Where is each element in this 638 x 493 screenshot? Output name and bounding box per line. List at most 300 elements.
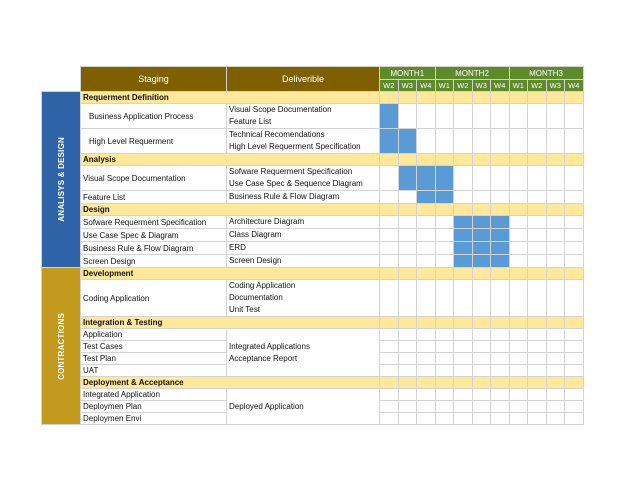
gantt-chart — [41, 66, 584, 425]
week-cell — [565, 104, 584, 129]
week-cell — [398, 216, 417, 229]
week-cell — [417, 229, 436, 242]
task-stage: Test Plan — [81, 353, 227, 365]
side-label-contractions — [42, 268, 81, 425]
task-deliverables — [227, 280, 380, 317]
task-row — [42, 166, 584, 191]
phase-row — [42, 154, 584, 166]
task-stage: Integrated Application — [81, 389, 227, 401]
week-cell — [565, 92, 584, 104]
week-cell — [380, 229, 399, 242]
schedule-bar-cell — [491, 229, 510, 242]
task-row — [42, 329, 584, 341]
phase-row — [42, 92, 584, 104]
week-cell — [546, 341, 565, 353]
week-cell — [565, 329, 584, 341]
deliverable-item: Deployed Application — [229, 401, 304, 411]
task-deliverables — [227, 104, 380, 129]
week-cell — [380, 216, 399, 229]
week-cell — [472, 413, 491, 425]
side-label-text: ANALISYS & DESIGN — [56, 137, 66, 222]
week-cell — [398, 242, 417, 255]
week-cell — [454, 401, 473, 413]
week-cell — [472, 104, 491, 129]
week-cell — [565, 377, 584, 389]
task-row — [42, 229, 584, 242]
week-cell — [454, 204, 473, 216]
task-stage: Coding Application — [81, 280, 227, 317]
week-cell — [491, 92, 510, 104]
week-cell — [509, 216, 528, 229]
week-header: W4 — [491, 80, 510, 92]
week-cell — [472, 365, 491, 377]
week-cell — [435, 401, 454, 413]
week-cell — [472, 401, 491, 413]
week-cell — [491, 377, 510, 389]
task-deliverables — [227, 255, 380, 268]
week-cell — [380, 389, 399, 401]
week-cell — [491, 413, 510, 425]
task-row — [42, 191, 584, 204]
header-blank — [42, 67, 81, 92]
schedule-bar-cell — [491, 216, 510, 229]
task-row — [42, 129, 584, 154]
week-cell — [398, 377, 417, 389]
week-cell — [546, 389, 565, 401]
week-cell — [398, 280, 417, 317]
week-cell — [398, 329, 417, 341]
week-cell — [380, 92, 399, 104]
week-cell — [509, 413, 528, 425]
schedule-bar-cell — [398, 166, 417, 191]
deliverable-item: Architecture Diagram — [229, 217, 305, 226]
week-cell — [454, 104, 473, 129]
week-cell — [528, 280, 547, 317]
week-cell — [491, 280, 510, 317]
week-cell — [546, 166, 565, 191]
week-cell — [528, 216, 547, 229]
deliverable-item: Unit Test — [229, 305, 260, 314]
week-cell — [509, 389, 528, 401]
week-header: W3 — [546, 80, 565, 92]
week-cell — [509, 401, 528, 413]
week-cell — [491, 389, 510, 401]
week-cell — [454, 365, 473, 377]
week-cell — [509, 166, 528, 191]
week-cell — [509, 204, 528, 216]
schedule-bar-cell — [417, 166, 436, 191]
task-deliverables — [227, 229, 380, 242]
week-cell — [417, 204, 436, 216]
staging-header: Staging — [81, 67, 227, 92]
task-stage: Use Case Spec & Diagram — [81, 229, 227, 242]
task-stage: UAT — [81, 365, 227, 377]
phase-title: Integration & Testing — [81, 317, 380, 329]
week-cell — [417, 353, 436, 365]
week-cell — [546, 255, 565, 268]
task-deliverables — [227, 216, 380, 229]
task-row — [42, 242, 584, 255]
week-cell — [528, 154, 547, 166]
week-cell — [509, 353, 528, 365]
week-cell — [546, 401, 565, 413]
week-cell — [565, 229, 584, 242]
week-cell — [435, 329, 454, 341]
task-row — [42, 216, 584, 229]
week-cell — [435, 229, 454, 242]
week-cell — [398, 92, 417, 104]
week-cell — [565, 216, 584, 229]
week-cell — [546, 353, 565, 365]
week-cell — [398, 104, 417, 129]
week-cell — [398, 268, 417, 280]
week-cell — [491, 191, 510, 204]
week-cell — [417, 365, 436, 377]
task-stage: Deploymen Plan — [81, 401, 227, 413]
side-label-text: CONTRACTIONS — [56, 312, 66, 380]
week-cell — [528, 353, 547, 365]
week-cell — [546, 329, 565, 341]
week-cell — [417, 92, 436, 104]
week-cell — [380, 154, 399, 166]
week-cell — [472, 389, 491, 401]
week-cell — [398, 365, 417, 377]
week-cell — [417, 280, 436, 317]
week-cell — [398, 191, 417, 204]
week-cell — [546, 154, 565, 166]
week-header: W4 — [565, 80, 584, 92]
month-header: MONTH2 — [435, 67, 509, 80]
week-header: W2 — [380, 80, 399, 92]
week-cell — [491, 129, 510, 154]
week-cell — [380, 255, 399, 268]
task-deliverables — [227, 191, 380, 204]
week-cell — [417, 242, 436, 255]
week-cell — [528, 104, 547, 129]
week-cell — [380, 280, 399, 317]
week-cell — [398, 413, 417, 425]
week-cell — [546, 104, 565, 129]
task-row — [42, 280, 584, 317]
week-cell — [565, 401, 584, 413]
phase-title: Analysis — [81, 154, 380, 166]
deliverable-item: Acceptance Report — [229, 353, 298, 363]
week-cell — [454, 268, 473, 280]
deliverable-item: Use Case Spec & Sequence Diagram — [229, 179, 363, 188]
phase-row — [42, 204, 584, 216]
task-stage: Test Cases — [81, 341, 227, 353]
week-cell — [565, 204, 584, 216]
week-cell — [380, 268, 399, 280]
week-cell — [565, 129, 584, 154]
phase-title: Development — [81, 268, 380, 280]
week-cell — [398, 401, 417, 413]
phase-row — [42, 268, 584, 280]
week-cell — [435, 413, 454, 425]
week-cell — [528, 242, 547, 255]
deliverable-header: Deliverible — [227, 67, 380, 92]
week-cell — [472, 377, 491, 389]
week-cell — [491, 154, 510, 166]
week-cell — [546, 280, 565, 317]
week-cell — [454, 413, 473, 425]
week-cell — [472, 329, 491, 341]
week-cell — [435, 129, 454, 154]
task-stage: Visual Scope Documentation — [81, 166, 227, 191]
week-cell — [398, 353, 417, 365]
week-cell — [398, 389, 417, 401]
week-cell — [454, 92, 473, 104]
week-cell — [380, 204, 399, 216]
phase-title: Deployment & Acceptance — [81, 377, 380, 389]
week-cell — [398, 229, 417, 242]
week-cell — [380, 377, 399, 389]
week-cell — [509, 129, 528, 154]
week-cell — [546, 377, 565, 389]
week-cell — [491, 353, 510, 365]
week-cell — [546, 92, 565, 104]
week-cell — [435, 255, 454, 268]
task-stage: Business Application Process — [81, 104, 227, 129]
week-cell — [417, 413, 436, 425]
deliverable-item: Feature List — [229, 117, 272, 126]
week-cell — [454, 317, 473, 329]
week-header: W2 — [528, 80, 547, 92]
week-cell — [528, 377, 547, 389]
schedule-bar-cell — [435, 166, 454, 191]
week-cell — [435, 268, 454, 280]
week-cell — [509, 104, 528, 129]
week-cell — [435, 365, 454, 377]
deliverable-item: High Level Requerment Specification — [229, 142, 361, 151]
week-cell — [454, 389, 473, 401]
task-stage: Application — [81, 329, 227, 341]
week-cell — [565, 413, 584, 425]
week-cell — [565, 154, 584, 166]
week-cell — [491, 401, 510, 413]
task-deliverables — [227, 129, 380, 154]
task-row — [42, 104, 584, 129]
week-header: W1 — [435, 80, 454, 92]
task-deliverables — [227, 389, 380, 425]
task-deliverables — [227, 242, 380, 255]
week-cell — [380, 166, 399, 191]
schedule-bar-cell — [398, 129, 417, 154]
week-cell — [398, 317, 417, 329]
week-cell — [435, 377, 454, 389]
schedule-bar-cell — [491, 255, 510, 268]
schedule-bar-cell — [454, 229, 473, 242]
week-cell — [509, 92, 528, 104]
deliverable-item: Documentation — [229, 293, 283, 302]
week-cell — [528, 166, 547, 191]
week-cell — [398, 341, 417, 353]
week-cell — [398, 204, 417, 216]
week-cell — [565, 341, 584, 353]
week-cell — [435, 154, 454, 166]
week-cell — [509, 365, 528, 377]
week-cell — [435, 317, 454, 329]
week-cell — [565, 255, 584, 268]
week-cell — [435, 280, 454, 317]
week-cell — [417, 268, 436, 280]
deliverable-item: Visual Scope Documentation — [229, 105, 332, 114]
week-cell — [472, 341, 491, 353]
week-cell — [472, 204, 491, 216]
week-cell — [509, 229, 528, 242]
schedule-bar-cell — [491, 242, 510, 255]
week-header: W2 — [454, 80, 473, 92]
month-header: MONTH3 — [509, 67, 583, 80]
schedule-bar-cell — [454, 255, 473, 268]
week-cell — [472, 154, 491, 166]
week-cell — [472, 317, 491, 329]
week-cell — [565, 365, 584, 377]
week-cell — [417, 329, 436, 341]
week-cell — [528, 389, 547, 401]
week-cell — [491, 329, 510, 341]
week-cell — [491, 104, 510, 129]
week-cell — [435, 216, 454, 229]
schedule-bar-cell — [472, 229, 491, 242]
week-cell — [435, 204, 454, 216]
week-cell — [528, 229, 547, 242]
week-cell — [528, 92, 547, 104]
week-cell — [546, 242, 565, 255]
week-cell — [565, 166, 584, 191]
week-cell — [509, 280, 528, 317]
week-cell — [491, 365, 510, 377]
week-cell — [417, 104, 436, 129]
week-cell — [417, 129, 436, 154]
week-cell — [472, 353, 491, 365]
schedule-bar-cell — [454, 242, 473, 255]
month-header: MONTH1 — [380, 67, 436, 80]
week-cell — [528, 341, 547, 353]
deliverable-item: Sofware Requerment Specification — [229, 167, 353, 176]
week-cell — [454, 377, 473, 389]
week-cell — [380, 401, 399, 413]
week-cell — [435, 92, 454, 104]
week-cell — [528, 365, 547, 377]
week-cell — [491, 341, 510, 353]
week-header: W4 — [417, 80, 436, 92]
phase-title: Design — [81, 204, 380, 216]
week-cell — [417, 389, 436, 401]
week-cell — [546, 229, 565, 242]
task-row — [42, 255, 584, 268]
side-label-analysis-design — [42, 92, 81, 268]
week-cell — [472, 280, 491, 317]
week-cell — [509, 377, 528, 389]
week-cell — [509, 154, 528, 166]
deliverable-item: Class Diagram — [229, 230, 282, 239]
phase-row — [42, 317, 584, 329]
week-cell — [435, 242, 454, 255]
week-cell — [509, 329, 528, 341]
week-cell — [565, 268, 584, 280]
week-cell — [380, 329, 399, 341]
week-cell — [454, 329, 473, 341]
schedule-bar-cell — [417, 191, 436, 204]
week-cell — [491, 317, 510, 329]
week-cell — [417, 377, 436, 389]
week-cell — [565, 191, 584, 204]
schedule-bar-cell — [380, 129, 399, 154]
week-cell — [528, 191, 547, 204]
deliverable-item: Coding Application — [229, 281, 296, 290]
week-cell — [546, 191, 565, 204]
week-cell — [528, 255, 547, 268]
task-stage: High Level Requerment — [81, 129, 227, 154]
week-header: W1 — [509, 80, 528, 92]
deliverable-item: Integrated Applications — [229, 341, 310, 351]
week-cell — [528, 401, 547, 413]
week-cell — [491, 268, 510, 280]
week-cell — [509, 341, 528, 353]
deliverable-item: Business Rule & Flow Diagram — [229, 192, 340, 201]
schedule-bar-cell — [472, 255, 491, 268]
task-deliverables — [227, 329, 380, 377]
week-cell — [435, 104, 454, 129]
week-cell — [417, 317, 436, 329]
week-cell — [565, 280, 584, 317]
week-cell — [565, 353, 584, 365]
deliverable-item: ERD — [229, 243, 246, 252]
schedule-table — [41, 66, 584, 425]
week-header: W3 — [398, 80, 417, 92]
phase-title: Requerment Definition — [81, 92, 380, 104]
task-stage: Screen Design — [81, 255, 227, 268]
week-cell — [454, 341, 473, 353]
task-row — [42, 389, 584, 401]
week-cell — [398, 255, 417, 268]
week-cell — [546, 216, 565, 229]
week-cell — [546, 365, 565, 377]
week-cell — [472, 92, 491, 104]
week-cell — [509, 255, 528, 268]
schedule-bar-cell — [454, 216, 473, 229]
week-cell — [509, 191, 528, 204]
week-header: W3 — [472, 80, 491, 92]
schedule-bar-cell — [435, 191, 454, 204]
week-cell — [435, 353, 454, 365]
task-stage: Business Rule & Flow Diagram — [81, 242, 227, 255]
week-cell — [528, 268, 547, 280]
week-cell — [454, 166, 473, 191]
week-cell — [398, 154, 417, 166]
deliverable-item: Technical Recomendations — [229, 130, 325, 139]
week-cell — [380, 317, 399, 329]
week-cell — [546, 317, 565, 329]
week-cell — [417, 255, 436, 268]
schedule-bar-cell — [472, 242, 491, 255]
week-cell — [565, 389, 584, 401]
week-cell — [380, 353, 399, 365]
deliverable-item: Screen Design — [229, 256, 282, 265]
week-cell — [454, 280, 473, 317]
week-cell — [380, 413, 399, 425]
week-cell — [454, 154, 473, 166]
task-deliverables — [227, 166, 380, 191]
week-cell — [509, 268, 528, 280]
week-cell — [509, 317, 528, 329]
week-cell — [380, 242, 399, 255]
week-cell — [491, 166, 510, 191]
task-stage: Sofware Requerment Specification — [81, 216, 227, 229]
week-cell — [528, 329, 547, 341]
week-cell — [565, 242, 584, 255]
